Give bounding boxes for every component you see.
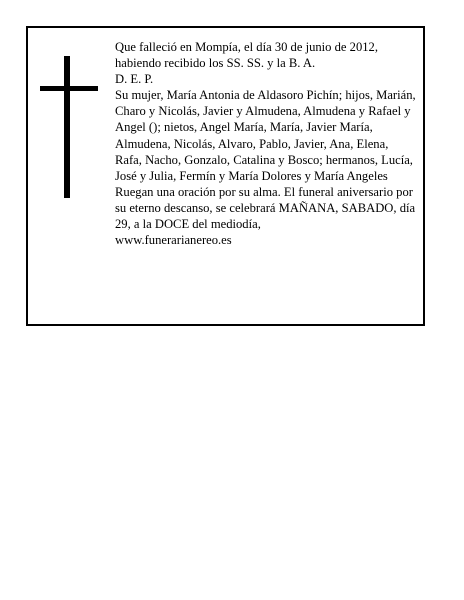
funeral-announcement: Ruegan una oración por su alma. El funeral aniversario por su eterno descanso, se celebrará MAÑANA, SABADO, día 29, a la DOCE del mediodía, — [115, 184, 416, 232]
cross-horizontal-bar — [40, 86, 98, 91]
rip-line: D. E. P. — [115, 72, 154, 87]
death-statement: Que falleció en Mompía, el día 30 de junio de 2012, habiendo recibido los SS. SS. y la B. A. — [115, 40, 378, 71]
cross-vertical-bar — [64, 56, 70, 198]
latin-cross-icon — [40, 56, 98, 198]
obituary-notice — [26, 26, 425, 326]
family-list: Su mujer, María Antonia de Aldasoro Pichín; hijos, Marián, Charo y Nicolás, Javier y Almudena, Almudena y Rafael y Angel (); nietos, Angel María, María, Javier María, Almudena, Nicolás, Alvaro, Pablo, Javier, Ana, Elena, Rafa, Nacho, Gonzalo, Catalina y Bosco; hermanos, Lucía, José y Julia, Fermín y María Dolores y María Angeles — [115, 88, 416, 183]
website-text: www.funerarianereo.es — [115, 233, 232, 248]
notice-text — [115, 39, 417, 248]
